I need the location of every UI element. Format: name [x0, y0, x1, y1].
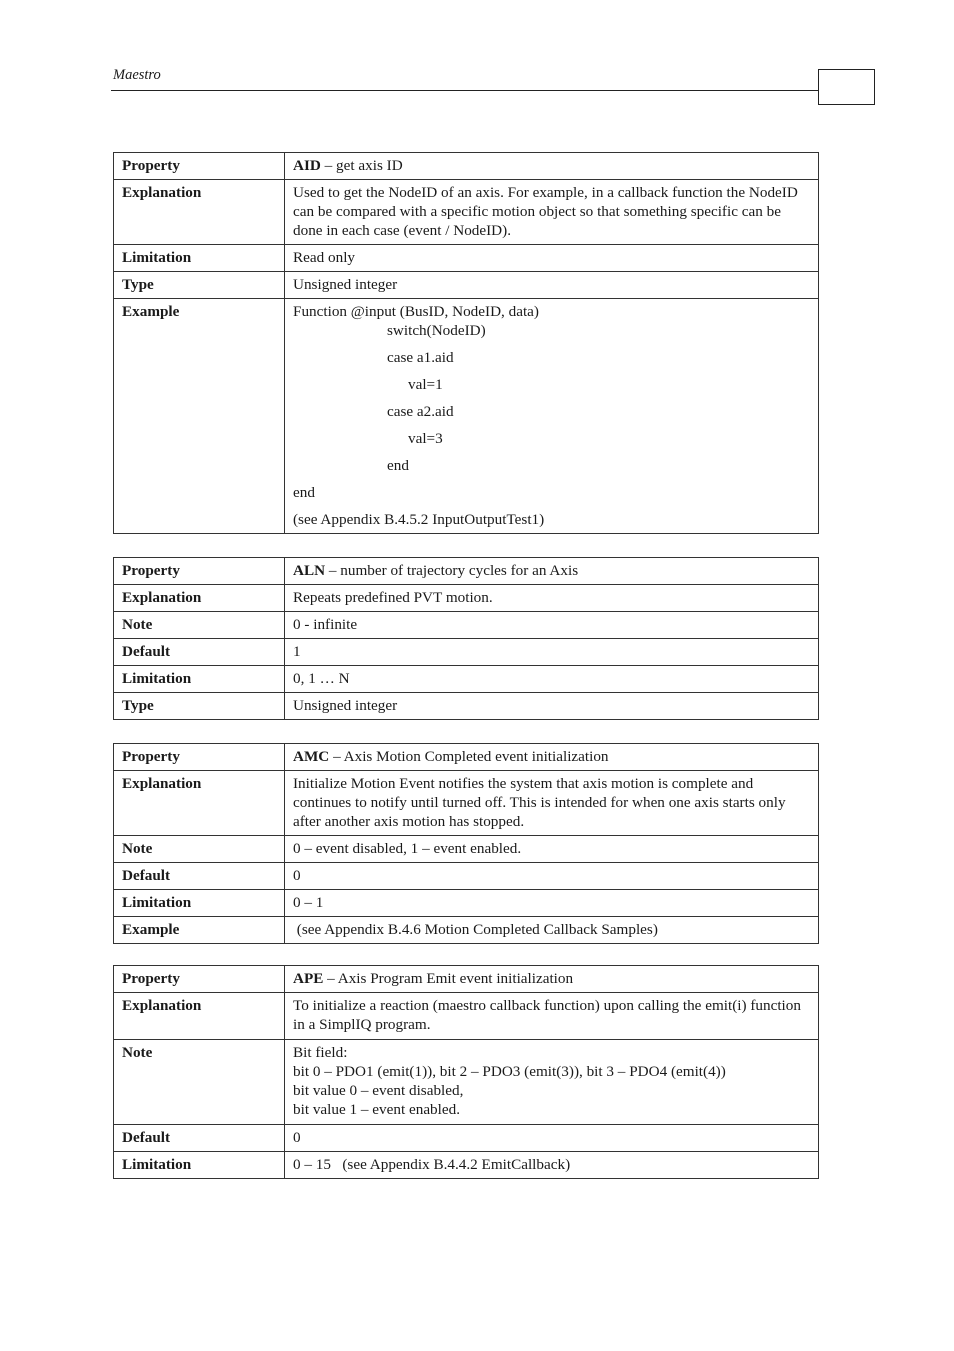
property-table-ape [113, 965, 819, 1179]
table-row [114, 863, 819, 890]
limitation-label: Limitation [114, 666, 285, 693]
appendix-reference: (see Appendix B.4.6 Motion Completed Callback Samples) [285, 917, 819, 944]
note-line: bit 0 – PDO1 (emit(1)), bit 2 – PDO3 (emit(3)), bit 3 – PDO4 (emit(4)) [293, 1063, 726, 1080]
table-row [114, 966, 819, 993]
property-description: – get axis ID [320, 157, 403, 174]
note-label: Note [114, 612, 285, 639]
property-label: Property [114, 558, 285, 585]
default-value: 0 [285, 1125, 819, 1152]
default-value: 0 [285, 863, 819, 890]
example-code [285, 299, 819, 534]
property-table-aid [113, 152, 819, 534]
note-line: bit value 0 – event disabled, [293, 1082, 464, 1099]
example-label: Example [114, 299, 285, 534]
type-value: Unsigned integer [285, 693, 819, 720]
explanation-value: Initialize Motion Event notifies the system that axis motion is complete and continues to notify until turned off. This is intended for when one axis starts only after another axis motion has stopped. [285, 771, 819, 836]
table-row [114, 836, 819, 863]
table-row [114, 693, 819, 720]
table-row [114, 299, 819, 534]
table-row [114, 890, 819, 917]
property-description: – Axis Motion Completed event initialization [329, 748, 609, 765]
running-header-title: Maestro [113, 67, 161, 83]
table-row [114, 1040, 819, 1125]
code-line: val=1 [408, 376, 443, 393]
code-line: end [387, 457, 409, 474]
page-number-box [818, 69, 875, 105]
default-label: Default [114, 639, 285, 666]
limitation-label: Limitation [114, 1152, 285, 1179]
property-code: APE [293, 970, 324, 987]
header-rule [111, 90, 819, 91]
note-label: Note [114, 836, 285, 863]
type-label: Type [114, 272, 285, 299]
explanation-label: Explanation [114, 585, 285, 612]
table-row [114, 1152, 819, 1179]
note-line: Bit field: [293, 1044, 348, 1061]
property-label: Property [114, 966, 285, 993]
table-row [114, 1125, 819, 1152]
type-value: Unsigned integer [285, 272, 819, 299]
limitation-value: Read only [285, 245, 819, 272]
table-row [114, 771, 819, 836]
explanation-label: Explanation [114, 771, 285, 836]
code-line: case a1.aid [387, 349, 454, 366]
table-row [114, 180, 819, 245]
table-row [114, 585, 819, 612]
property-code: AID [293, 157, 321, 174]
appendix-reference: (see Appendix B.4.5.2 InputOutputTest1) [293, 511, 545, 528]
default-value: 1 [285, 639, 819, 666]
table-row [114, 917, 819, 944]
property-description: – Axis Program Emit event initialization [323, 970, 574, 987]
explanation-value: Used to get the NodeID of an axis. For example, in a callback function the NodeID can be compared with a specific motion object so that something specific can be done in each case (event / NodeID). [285, 180, 819, 245]
explanation-label: Explanation [114, 180, 285, 245]
table-row [114, 153, 819, 180]
property-code: AMC [293, 748, 330, 765]
note-value: 0 - infinite [285, 612, 819, 639]
limitation-value: 0 – 1 [285, 890, 819, 917]
property-value [285, 744, 819, 771]
property-value [285, 153, 819, 180]
property-label: Property [114, 744, 285, 771]
code-line: switch(NodeID) [387, 322, 486, 339]
property-label: Property [114, 153, 285, 180]
note-label: Note [114, 1040, 285, 1125]
limitation-value: 0, 1 … N [285, 666, 819, 693]
property-code: ALN [293, 562, 326, 579]
default-label: Default [114, 1125, 285, 1152]
default-label: Default [114, 863, 285, 890]
limitation-label: Limitation [114, 890, 285, 917]
type-label: Type [114, 693, 285, 720]
property-value [285, 558, 819, 585]
table-row [114, 666, 819, 693]
note-value: 0 – event disabled, 1 – event enabled. [285, 836, 819, 863]
table-row [114, 744, 819, 771]
example-label: Example [114, 917, 285, 944]
code-line: val=3 [408, 430, 443, 447]
property-table-aln [113, 557, 819, 720]
note-value [285, 1040, 819, 1125]
limitation-label: Limitation [114, 245, 285, 272]
table-row [114, 272, 819, 299]
table-row [114, 993, 819, 1040]
explanation-label: Explanation [114, 993, 285, 1040]
table-row [114, 612, 819, 639]
table-row [114, 558, 819, 585]
code-line: end [293, 484, 315, 501]
property-table-amc [113, 743, 819, 944]
explanation-value: To initialize a reaction (maestro callback function) upon calling the emit(i) function in a SimplIQ program. [285, 993, 819, 1040]
limitation-value: 0 – 15 (see Appendix B.4.4.2 EmitCallback) [285, 1152, 819, 1179]
property-description: – number of trajectory cycles for an Axis [325, 562, 579, 579]
code-line: Function @input (BusID, NodeID, data) [293, 303, 539, 320]
code-line: case a2.aid [387, 403, 454, 420]
note-line: bit value 1 – event enabled. [293, 1101, 461, 1118]
table-row [114, 245, 819, 272]
table-row [114, 639, 819, 666]
property-value [285, 966, 819, 993]
explanation-value: Repeats predefined PVT motion. [285, 585, 819, 612]
